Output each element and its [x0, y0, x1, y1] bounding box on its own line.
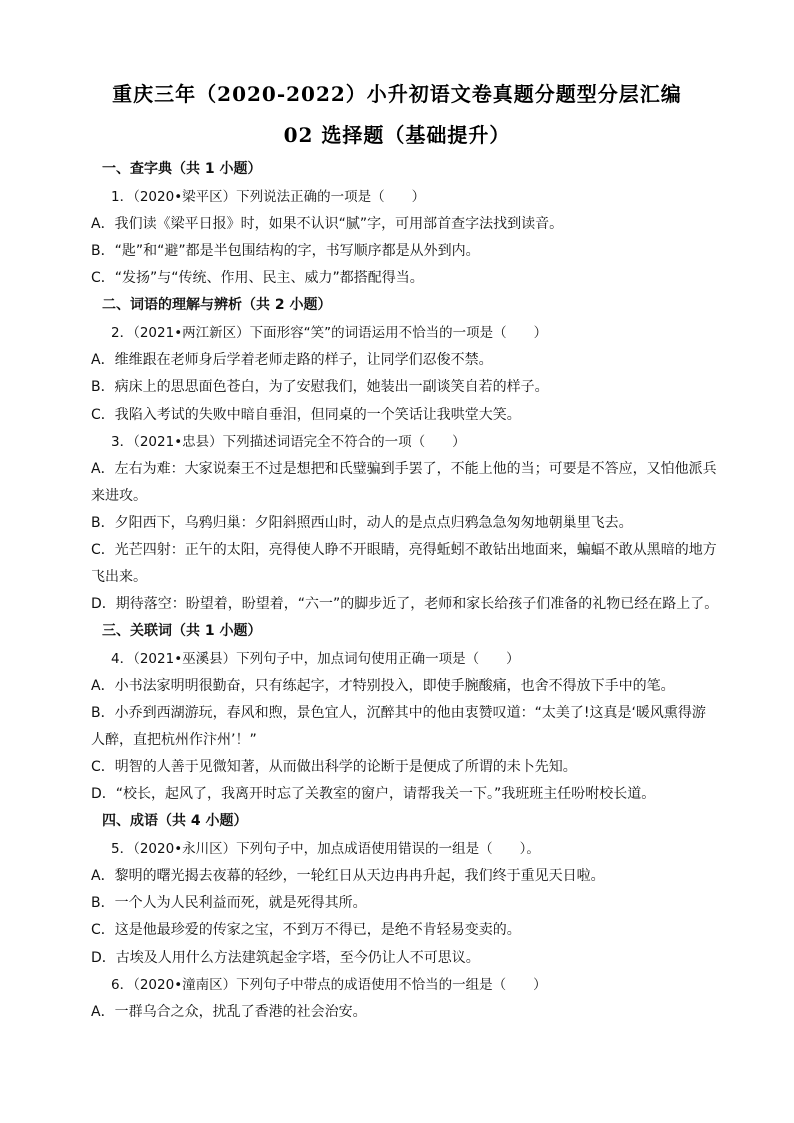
- question-stem: 4．（2021•巫溪县）下列句子中，加点词句使用正确一项是（ ）: [111, 651, 520, 667]
- question-stem: 1．（2020•梁平区）下列说法正确的一项是（ ）: [111, 189, 426, 205]
- option-continuation: 飞出来。: [91, 569, 147, 585]
- section-heading: 四、成语（共 4 小题）: [102, 813, 248, 829]
- answer-option: C．这是他最珍爱的传家之宝，不到万不得已，是绝不肯轻易变卖的。: [91, 922, 521, 938]
- answer-option: D．古埃及人用什么方法建筑起金字塔，至今仍让人不可思议。: [91, 950, 480, 966]
- answer-option: C．光芒四射：正午的太阳，亮得使人睁不开眼睛，亮得蚯蚓不敢钻出地面来，蝙蝠不敢从黑暗的地方: [91, 542, 717, 558]
- question-stem: 3．（2021•忠县）下列描述词语完全不符合的一项（ ）: [111, 434, 466, 450]
- answer-option: B．夕阳西下，乌鸦归巢：夕阳斜照西山时，动人的是点点归鸦急急匆匆地朝巢里飞去。: [91, 515, 633, 531]
- section-heading: 一、查字典（共 1 小题）: [102, 161, 262, 177]
- answer-option: A．黎明的曙光揭去夜幕的轻纱，一轮红日从天边冉冉升起，我们终于重见天日啦。: [91, 868, 605, 884]
- question-stem: 5．（2020•永川区）下列句子中，加点成语使用错误的一组是（ ）。: [111, 841, 540, 857]
- option-continuation: 来进攻。: [91, 488, 147, 504]
- option-continuation: 人醉，直把杭州作汴州’！”: [91, 732, 257, 748]
- answer-option: B．“匙”和“避”都是半包围结构的字，书写顺序都是从外到内。: [91, 243, 480, 259]
- answer-option: A．维维跟在老师身后学着老师走路的样子，让同学们忍俊不禁。: [91, 352, 493, 368]
- section-heading: 三、关联词（共 1 小题）: [102, 623, 262, 639]
- answer-option: B．一个人为人民利益而死，就是死得其所。: [91, 895, 367, 911]
- answer-option: A．左右为难：大家说秦王不过是想把和氏璧骗到手罢了，不能上他的当；可要是不答应，又怕他派兵: [91, 461, 717, 477]
- answer-option: C．我陷入考试的失败中暗自垂泪，但同桌的一个笑话让我哄堂大笑。: [91, 407, 521, 423]
- answer-option: C．“发扬”与“传统、作用、民主、威力”都搭配得当。: [91, 270, 424, 286]
- question-stem: 2．（2021•两江新区）下面形容“笑”的词语运用不恰当的一项是（ ）: [111, 325, 548, 341]
- answer-option: D．期待落空：盼望着，盼望着，“六一”的脚步近了，老师和家长给孩子们准备的礼物已经在路上了。: [91, 596, 719, 612]
- document-subtitle: 02 选择题（基础提升）: [283, 123, 511, 147]
- answer-option: D．“校长，起风了，我离开时忘了关教室的窗户，请帮我关一下。”我班班主任吩咐校长道。: [91, 786, 656, 802]
- answer-option: B．小乔到西湖游玩，春风和煦，景色宜人，沉醉其中的他由衷赞叹道：“太美了!这真是‘暖风熏得游: [91, 705, 706, 721]
- section-heading: 二、词语的理解与辨析（共 2 小题）: [102, 297, 332, 313]
- document-title: 重庆三年（2020-2022）小升初语文卷真题分题型分层汇编: [112, 82, 682, 106]
- answer-option: B．病床上的思思面色苍白，为了安慰我们，她装出一副谈笑自若的样子。: [91, 379, 549, 395]
- answer-option: A．小书法家明明很勤奋，只有练起字，才特别投入，即使手腕酸痛，也舍不得放下手中的笔。: [91, 678, 675, 694]
- answer-option: A．我们读《梁平日报》时，如果不认识“腻”字，可用部首查字法找到读音。: [91, 216, 564, 232]
- question-stem: 6．（2020•潼南区）下列句子中带点的成语使用不恰当的一组是（ ）: [111, 977, 547, 993]
- answer-option: A．一群乌合之众，扰乱了香港的社会治安。: [91, 1004, 367, 1020]
- answer-option: C．明智的人善于见微知著，从而做出科学的论断于是便成了所谓的未卜先知。: [91, 759, 577, 775]
